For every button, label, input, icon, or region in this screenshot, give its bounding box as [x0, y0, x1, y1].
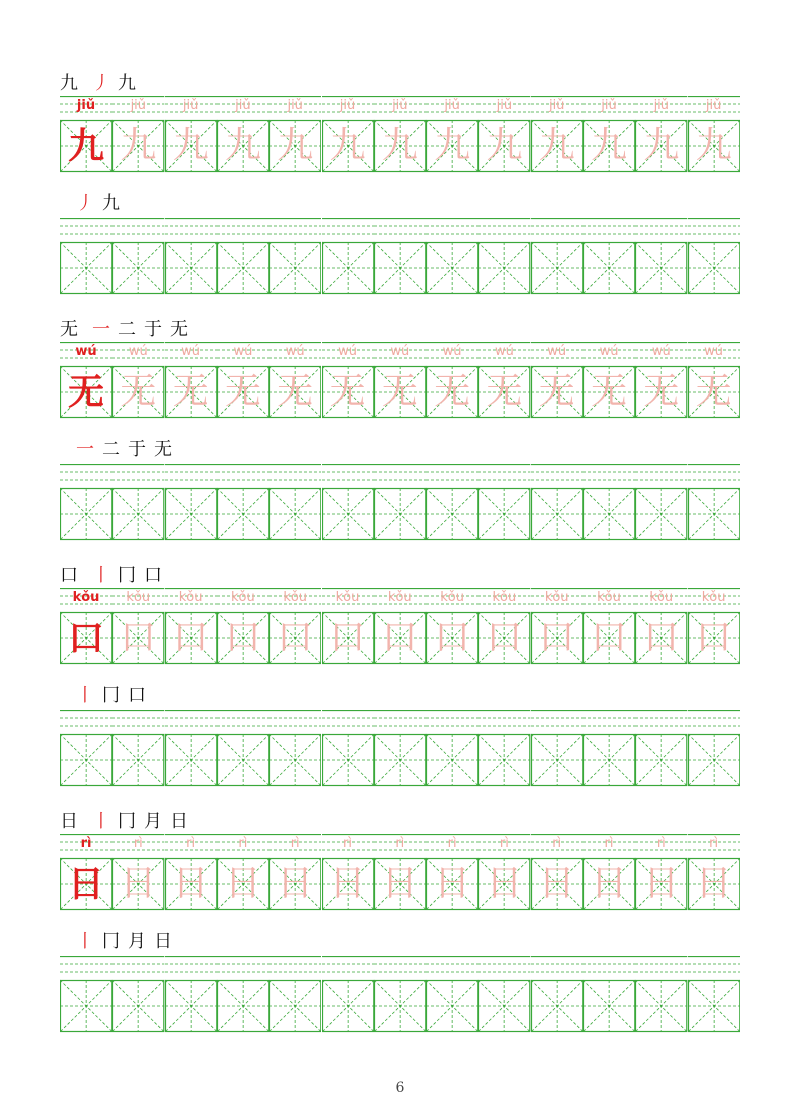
writing-cell[interactable] [426, 464, 478, 542]
tracing-character: 无 [486, 371, 523, 412]
stroke-order-example [60, 560, 170, 586]
stroke-order-example [60, 68, 144, 94]
tracing-character: 口 [434, 617, 471, 658]
stroke-step: 九 [118, 73, 136, 94]
writing-cell[interactable] [688, 218, 740, 296]
pinyin-label: kǒu [231, 590, 255, 605]
pinyin-label: rì [395, 836, 405, 851]
pinyin-label: wú [442, 344, 462, 359]
pinyin-label: kǒu [178, 590, 203, 605]
tracing-cell[interactable] [635, 834, 687, 912]
tracing-character: 无 [538, 371, 575, 412]
character-label: 无 [60, 319, 78, 340]
tracing-cell[interactable] [112, 834, 164, 912]
pinyin-label: kǒu [440, 590, 464, 605]
stroke-order-example [60, 806, 196, 832]
example-grid-row [60, 834, 740, 912]
tracing-character: 九 [486, 125, 523, 166]
tracing-character: 九 [590, 125, 627, 166]
writing-cell[interactable] [269, 464, 321, 542]
tracing-cell[interactable] [583, 342, 635, 420]
stroke-order-practice [76, 188, 128, 214]
pinyin-label: wú [285, 344, 305, 359]
pinyin-label: kǒu [126, 590, 151, 605]
pinyin-label: kǒu [335, 590, 360, 605]
tracing-cell[interactable] [322, 96, 374, 174]
stroke-step: 无 [154, 439, 172, 460]
stroke-step: 日 [154, 931, 172, 952]
writing-cell[interactable] [60, 710, 112, 788]
tracing-character: 日 [381, 863, 418, 904]
tracing-character: 日 [486, 863, 523, 904]
writing-cell[interactable] [635, 956, 687, 1034]
tracing-cell[interactable] [531, 342, 583, 420]
pinyin-label: kǒu [72, 590, 100, 605]
tracing-character: 无 [120, 371, 157, 412]
pinyin-label: wú [181, 344, 201, 359]
tracing-character: 无 [381, 371, 418, 412]
tracing-character: 九 [329, 125, 366, 166]
example-grid-row [60, 342, 740, 420]
tracing-cell[interactable] [269, 834, 321, 912]
tracing-cell[interactable] [426, 834, 478, 912]
pinyin-label: rì [343, 836, 352, 851]
model-character: 日 [67, 863, 104, 905]
pinyin-label: jiǔ [182, 98, 199, 113]
stroke-step: 口 [144, 565, 162, 586]
writing-cell[interactable] [322, 710, 374, 788]
tracing-cell[interactable] [217, 342, 269, 420]
tracing-cell[interactable] [531, 588, 583, 666]
tracing-character: 无 [329, 371, 366, 412]
writing-cell[interactable] [112, 464, 164, 542]
stroke-step: 无 [170, 319, 188, 340]
tracing-character: 无 [434, 371, 471, 412]
pinyin-label: rì [656, 836, 666, 851]
tracing-cell[interactable] [269, 588, 321, 666]
pinyin-label: wú [704, 344, 724, 359]
pinyin-label: jiǔ [339, 98, 356, 113]
tracing-character: 日 [643, 863, 680, 904]
tracing-character: 九 [381, 125, 418, 166]
tracing-character: 九 [434, 125, 471, 166]
writing-cell[interactable] [322, 464, 374, 542]
tracing-character: 日 [172, 863, 209, 904]
writing-cell[interactable] [269, 956, 321, 1034]
tracing-character: 口 [329, 617, 366, 658]
writing-cell[interactable] [112, 218, 164, 296]
tracing-cell[interactable] [112, 588, 164, 666]
pinyin-label: jiǔ [496, 98, 513, 113]
tracing-character: 九 [224, 125, 261, 166]
stroke-step: 口 [128, 685, 146, 706]
writing-cell[interactable] [688, 710, 740, 788]
writing-cell[interactable] [583, 710, 635, 788]
stroke-step: 九 [102, 193, 120, 214]
writing-cell[interactable] [635, 710, 687, 788]
tracing-cell[interactable] [478, 588, 530, 666]
pinyin-label: jiǔ [392, 98, 408, 113]
pinyin-label: kǒu [492, 590, 517, 605]
writing-cell[interactable] [635, 218, 687, 296]
pinyin-label: rì [80, 836, 92, 851]
stroke-step: 月 [128, 931, 146, 952]
stroke-step: 丿 [92, 73, 110, 94]
tracing-character: 九 [172, 125, 209, 166]
model-cell [60, 588, 112, 666]
writing-cell[interactable] [531, 464, 583, 542]
tracing-character: 口 [486, 617, 523, 658]
pinyin-label: kǒu [649, 590, 674, 605]
tracing-cell[interactable] [322, 342, 374, 420]
pinyin-label: wú [338, 344, 357, 359]
tracing-character: 日 [329, 863, 366, 904]
pinyin-label: kǒu [387, 590, 412, 605]
stroke-step: 丨 [76, 685, 94, 706]
writing-cell[interactable] [635, 464, 687, 542]
pinyin-label: rì [447, 836, 457, 851]
tracing-cell[interactable] [112, 342, 164, 420]
tracing-cell[interactable] [688, 342, 740, 420]
tracing-character: 日 [434, 863, 471, 904]
stroke-step: 月 [144, 811, 162, 832]
character-label: 九 [60, 73, 78, 94]
pinyin-label: jiǔ [76, 98, 96, 113]
pinyin-label: rì [133, 836, 143, 851]
writing-cell[interactable] [217, 710, 269, 788]
tracing-character: 口 [643, 617, 680, 658]
tracing-cell[interactable] [635, 96, 687, 174]
tracing-cell[interactable] [374, 834, 426, 912]
tracing-cell[interactable] [165, 96, 217, 174]
stroke-step: 日 [170, 811, 188, 832]
tracing-cell[interactable] [165, 834, 217, 912]
model-cell [60, 342, 112, 420]
pinyin-label: wú [233, 344, 253, 359]
tracing-character: 口 [538, 617, 575, 658]
tracing-character: 无 [695, 371, 732, 412]
writing-cell[interactable] [217, 218, 269, 296]
practice-grid-row [60, 218, 740, 296]
writing-cell[interactable] [531, 218, 583, 296]
writing-cell[interactable] [217, 956, 269, 1034]
pinyin-label: rì [604, 836, 614, 851]
tracing-character: 无 [172, 371, 209, 412]
tracing-character: 口 [695, 617, 732, 658]
tracing-character: 口 [120, 617, 157, 658]
tracing-cell[interactable] [322, 588, 374, 666]
tracing-cell[interactable] [635, 588, 687, 666]
writing-cell[interactable] [374, 218, 426, 296]
writing-cell[interactable] [478, 956, 530, 1034]
tracing-cell[interactable] [165, 588, 217, 666]
writing-cell[interactable] [688, 464, 740, 542]
writing-cell[interactable] [374, 956, 426, 1034]
pinyin-label: wú [390, 344, 410, 359]
tracing-character: 日 [538, 863, 575, 904]
pinyin-label: jiǔ [705, 98, 722, 113]
pinyin-label: jiǔ [548, 98, 565, 113]
writing-cell[interactable] [478, 218, 530, 296]
model-cell [60, 834, 112, 912]
stroke-step: 丿 [76, 193, 94, 214]
pinyin-label: jiǔ [235, 98, 251, 113]
tracing-cell[interactable] [374, 588, 426, 666]
practice-grid-row [60, 710, 740, 788]
tracing-character: 日 [590, 863, 627, 904]
tracing-cell[interactable] [374, 96, 426, 174]
stroke-step: 丨 [92, 565, 110, 586]
example-grid-row [60, 96, 740, 174]
writing-cell[interactable] [165, 710, 217, 788]
tracing-cell[interactable] [426, 342, 478, 420]
writing-cell[interactable] [583, 218, 635, 296]
writing-cell[interactable] [583, 956, 635, 1034]
tracing-cell[interactable] [478, 834, 530, 912]
stroke-step: 冂 [118, 811, 136, 832]
pinyin-label: rì [238, 836, 248, 851]
tracing-character: 九 [277, 125, 314, 166]
writing-cell[interactable] [217, 464, 269, 542]
model-character: 口 [67, 617, 104, 659]
stroke-step: 一 [76, 439, 94, 460]
writing-cell[interactable] [478, 464, 530, 542]
character-label: 日 [60, 811, 78, 832]
writing-cell[interactable] [165, 218, 217, 296]
tracing-character: 口 [381, 617, 418, 658]
stroke-step: 丨 [76, 931, 94, 952]
tracing-character: 无 [590, 371, 627, 412]
tracing-character: 无 [277, 371, 314, 412]
tracing-cell[interactable] [688, 588, 740, 666]
tracing-cell[interactable] [217, 588, 269, 666]
writing-cell[interactable] [374, 464, 426, 542]
pinyin-label: rì [499, 836, 509, 851]
stroke-step: 冂 [102, 931, 120, 952]
tracing-character: 九 [538, 125, 575, 166]
tracing-character: 无 [224, 371, 261, 412]
tracing-cell[interactable] [531, 834, 583, 912]
tracing-character: 口 [277, 617, 314, 658]
stroke-step: 于 [128, 439, 146, 460]
writing-cell[interactable] [112, 710, 164, 788]
pinyin-label: jiǔ [287, 98, 303, 113]
pinyin-label: rì [709, 836, 719, 851]
page-number: 6 [395, 1080, 405, 1096]
tracing-cell[interactable] [374, 342, 426, 420]
tracing-cell[interactable] [165, 342, 217, 420]
writing-cell[interactable] [531, 710, 583, 788]
pinyin-label: rì [186, 836, 196, 851]
tracing-character: 口 [172, 617, 209, 658]
tracing-character: 日 [120, 863, 157, 904]
pinyin-label: jiǔ [653, 98, 670, 113]
tracing-cell[interactable] [583, 96, 635, 174]
writing-cell[interactable] [322, 956, 374, 1034]
tracing-cell[interactable] [583, 588, 635, 666]
pinyin-label: wú [128, 344, 148, 359]
stroke-order-practice [76, 434, 180, 460]
writing-cell[interactable] [426, 710, 478, 788]
pinyin-label: kǒu [283, 590, 308, 605]
pinyin-label: kǒu [544, 590, 569, 605]
tracing-cell[interactable] [217, 96, 269, 174]
model-character: 九 [67, 125, 104, 167]
pinyin-label: jiǔ [601, 98, 617, 113]
tracing-cell[interactable] [269, 342, 321, 420]
writing-cell[interactable] [60, 956, 112, 1034]
writing-cell[interactable] [688, 956, 740, 1034]
writing-cell[interactable] [60, 218, 112, 296]
stroke-order-practice [76, 926, 180, 952]
model-character: 无 [67, 371, 104, 413]
stroke-step: 一 [92, 319, 110, 340]
tracing-character: 口 [590, 617, 627, 658]
pinyin-label: rì [290, 836, 300, 851]
stroke-step: 丨 [92, 811, 110, 832]
writing-cell[interactable] [322, 218, 374, 296]
pinyin-label: kǒu [701, 590, 726, 605]
stroke-step: 冂 [118, 565, 136, 586]
tracing-cell[interactable] [426, 588, 478, 666]
writing-cell[interactable] [60, 464, 112, 542]
tracing-character: 日 [224, 863, 261, 904]
writing-cell[interactable] [112, 956, 164, 1034]
tracing-character: 无 [643, 371, 680, 412]
model-cell [60, 96, 112, 174]
stroke-order-practice [76, 680, 154, 706]
stroke-step: 于 [144, 319, 162, 340]
tracing-character: 九 [643, 125, 680, 166]
example-grid-row [60, 588, 740, 666]
tracing-cell[interactable] [635, 342, 687, 420]
tracing-character: 日 [695, 863, 732, 904]
tracing-cell[interactable] [112, 96, 164, 174]
tracing-cell[interactable] [688, 834, 740, 912]
writing-cell[interactable] [269, 218, 321, 296]
tracing-character: 九 [120, 125, 157, 166]
practice-grid-row [60, 464, 740, 542]
character-label: 口 [60, 565, 78, 586]
pinyin-label: wú [494, 344, 514, 359]
practice-grid-row [60, 956, 740, 1034]
writing-cell[interactable] [426, 218, 478, 296]
pinyin-label: jiǔ [130, 98, 147, 113]
writing-cell[interactable] [426, 956, 478, 1034]
tracing-character: 日 [277, 863, 314, 904]
tracing-cell[interactable] [217, 834, 269, 912]
writing-cell[interactable] [531, 956, 583, 1034]
pinyin-label: wú [651, 344, 671, 359]
tracing-character: 口 [224, 617, 261, 658]
pinyin-label: kǒu [597, 590, 621, 605]
pinyin-label: wú [75, 344, 97, 359]
stroke-order-example [60, 314, 196, 340]
tracing-cell[interactable] [583, 834, 635, 912]
pinyin-label: wú [547, 344, 567, 359]
tracing-cell[interactable] [478, 96, 530, 174]
tracing-character: 九 [695, 125, 732, 166]
writing-cell[interactable] [583, 464, 635, 542]
writing-cell[interactable] [478, 710, 530, 788]
pinyin-label: jiǔ [444, 98, 460, 113]
tracing-cell[interactable] [478, 342, 530, 420]
tracing-cell[interactable] [426, 96, 478, 174]
writing-cell[interactable] [374, 710, 426, 788]
stroke-step: 二 [118, 319, 136, 340]
pinyin-label: rì [552, 836, 562, 851]
tracing-cell[interactable] [531, 96, 583, 174]
stroke-step: 二 [102, 439, 120, 460]
stroke-step: 冂 [102, 685, 120, 706]
tracing-cell[interactable] [688, 96, 740, 174]
tracing-cell[interactable] [269, 96, 321, 174]
writing-cell[interactable] [165, 464, 217, 542]
tracing-cell[interactable] [322, 834, 374, 912]
writing-cell[interactable] [269, 710, 321, 788]
pinyin-label: wú [599, 344, 619, 359]
writing-cell[interactable] [165, 956, 217, 1034]
